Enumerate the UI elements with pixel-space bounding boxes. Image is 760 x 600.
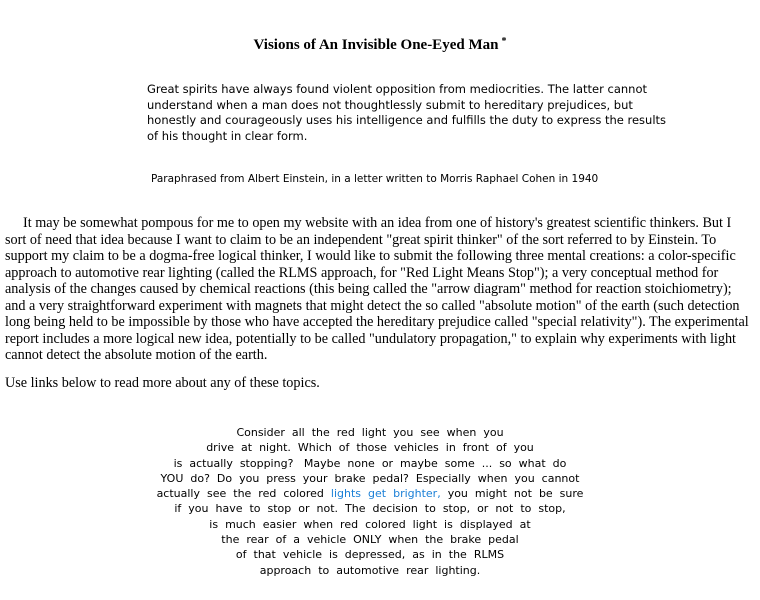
intro-line: long being held to be impossible by those who have accepted the hereditary prejudice called "special relativity"). The experimental	[5, 314, 749, 330]
rlms-line: the rear of a vehicle ONLY when the brake pedal	[221, 533, 519, 547]
intro-line: support my claim to be a dogma-free logical thinker, I would like to submit the following three mental creations: a color-specific	[5, 248, 736, 264]
quote-attribution: Paraphrased from Albert Einstein, in a letter written to Morris Raphael Cohen in 1940	[151, 173, 599, 185]
links-note: Use links below to read more about any of these topics.	[5, 375, 320, 391]
intro-line: cannot detect the absolute motion of the earth.	[5, 347, 268, 363]
quote-line: Great spirits have always found violent opposition from mediocrities. The latter cannot	[147, 82, 647, 96]
intro-line: and a very straightforward experiment with magnets that might detect the so called "absolute motion" of the earth (such detection	[5, 297, 740, 314]
rlms-line: if you have to stop or not. The decision to stop, or not to stop,	[174, 502, 566, 516]
intro-paragraph	[5, 215, 757, 364]
title-footnote-marker: *	[501, 36, 507, 47]
intro-line: It may be somewhat pompous for me to open my website with an idea from one of history's greatest scientific thinkers. But I	[23, 215, 732, 231]
rlms-blurb	[150, 425, 590, 578]
rlms-line: approach to automotive rear lighting.	[259, 563, 481, 577]
intro-line: report includes a more logical new idea, potentially to be called "undulatory propagation," to explain why experiments with light	[5, 330, 737, 347]
page-title	[0, 35, 760, 55]
rlms-line: YOU do? Do you press your brake pedal? Especially when you cannot	[160, 471, 580, 485]
rlms-line: is much easier when red colored light is displayed at	[209, 517, 531, 531]
rlms-line: is actually stopping? Maybe none or maybe some ... so what do	[173, 456, 567, 470]
quote-line: of his thought in clear form.	[147, 128, 308, 143]
intro-line: approach to automotive rear lighting (called the RLMS approach, for "Red Light Means Stop"); a very conceptual method for	[5, 264, 719, 281]
einstein-quote	[147, 82, 667, 144]
lights-get-brighter-link[interactable]: lights get brighter,	[330, 487, 441, 501]
rlms-line-text: actually see the red colored	[156, 487, 331, 501]
intro-line: analysis of the changes caused by chemical reactions (this being called the "arrow diagram" method for reaction stoichiometry);	[5, 281, 732, 297]
page-title-text: Visions of An Invisible One-Eyed Man	[253, 37, 499, 53]
rlms-line-with-link	[150, 486, 590, 501]
rlms-line: of that vehicle is depressed, as in the RLMS	[235, 548, 505, 562]
intro-line: sort of need that idea because I want to claim to be an independent "great spirit thinker" of the sort referred to by Einstein. To	[5, 231, 717, 248]
quote-line: honestly and courageously uses his intelligence and fulfills the duty to express the results	[147, 113, 667, 127]
rlms-line: Consider all the red light you see when you	[236, 426, 504, 439]
rlms-line-text: you might not be sure	[440, 487, 584, 501]
quote-line: understand when a man does not thoughtlessly submit to hereditary prejudices, but	[147, 97, 633, 112]
rlms-line: drive at night. Which of those vehicles in front of you	[206, 441, 534, 455]
